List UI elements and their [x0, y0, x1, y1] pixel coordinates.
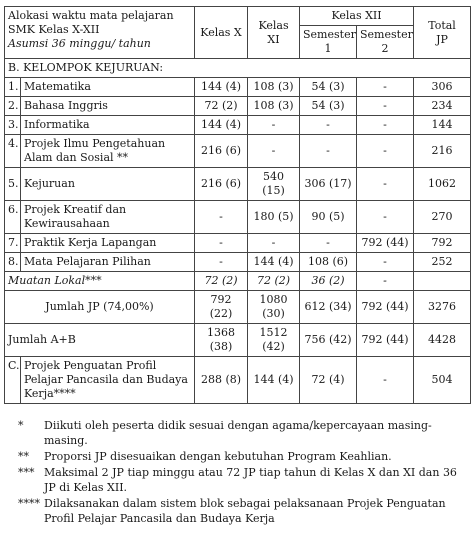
jumlah-jp-name: Jumlah JP (74,00%): [5, 291, 195, 324]
semester-2-value: -: [357, 78, 414, 97]
semester-2-value: 792 (44): [357, 291, 414, 324]
row-number: 7.: [5, 234, 21, 253]
kelas-xi-value: [248, 324, 300, 357]
allocation-table: [4, 6, 471, 404]
header-total-line1: Total: [428, 18, 456, 32]
header-total-jp: [414, 7, 471, 59]
kelas-x-value-line1: 1368: [207, 326, 236, 339]
semester-2-value: -: [357, 168, 414, 201]
section-b-heading: B. KELOMPOK KEJURUAN:: [5, 59, 471, 78]
semester-1-value: 54 (3): [300, 78, 357, 97]
semester-1-value: 306 (17): [300, 168, 357, 201]
total-value: 270: [414, 201, 471, 234]
section-c-name: Projek Penguatan Profil Pelajar Pancasila dan Budaya Kerja****: [21, 357, 195, 404]
header-semester2-line1: Semester: [360, 28, 413, 41]
section-c-row: [5, 357, 471, 404]
footnote: [4, 496, 470, 526]
kelas-x-value: -: [195, 253, 248, 272]
semester-1-value: 108 (6): [300, 253, 357, 272]
table-row: [5, 201, 471, 234]
kelas-x-value: 288 (8): [195, 357, 248, 404]
header-title-line3: Asumsi 36 minggu/ tahun: [8, 37, 151, 50]
table-row: [5, 253, 471, 272]
muatan-lokal-row: [5, 272, 471, 291]
section-c-number: C.: [5, 357, 21, 404]
kelas-xi-value: 144 (4): [248, 357, 300, 404]
row-number: 6.: [5, 201, 21, 234]
semester-2-value: -: [357, 135, 414, 168]
row-number: 4.: [5, 135, 21, 168]
total-value: 504: [414, 357, 471, 404]
header-title-cell: [5, 7, 195, 59]
semester-1-value: 612 (34): [300, 291, 357, 324]
kelas-xi-value: 108 (3): [248, 78, 300, 97]
footnote-text: Proporsi JP disesuaikan dengan kebutuhan Program Keahlian.: [44, 450, 392, 463]
footnote-mark: ****: [18, 497, 40, 510]
footnote-text: Maksimal 2 JP tiap minggu atau 72 JP tiap tahun di Kelas X dan XI dan 36 JP di Kelas XII.: [44, 466, 457, 494]
header-semester2-line2: 2: [381, 42, 389, 55]
table-row: [5, 78, 471, 97]
row-number: 1.: [5, 78, 21, 97]
footnote-text: Dilaksanakan dalam sistem blok sebagai pelaksanaan Projek Penguatan Profil Pelajar Pancasila dan Budaya Kerja: [44, 497, 446, 525]
header-kelas-xi: Kelas XI: [248, 7, 300, 59]
subject-name: Informatika: [21, 116, 195, 135]
row-number: 5.: [5, 168, 21, 201]
kelas-xi-value: -: [248, 116, 300, 135]
header-semester-1: [300, 26, 357, 59]
semester-2-value: -: [357, 253, 414, 272]
semester-1-value: -: [300, 234, 357, 253]
footnote: [4, 418, 470, 448]
kelas-x-value: -: [195, 234, 248, 253]
subject-name: Matematika: [21, 78, 195, 97]
table-row: [5, 234, 471, 253]
kelas-xi-value: 144 (4): [248, 253, 300, 272]
jumlah-ab-row: [5, 324, 471, 357]
total-value: [414, 272, 471, 291]
kelas-xi-value: 180 (5): [248, 201, 300, 234]
row-number: 8.: [5, 253, 21, 272]
kelas-xi-value-line1: 1080: [259, 293, 288, 306]
kelas-x-value: 72 (2): [195, 272, 248, 291]
footnote: [4, 465, 470, 495]
footnotes: [4, 418, 470, 526]
subject-name: Bahasa Inggris: [21, 97, 195, 116]
subject-name: Kejuruan: [21, 168, 195, 201]
table-row: [5, 116, 471, 135]
total-value: 3276: [414, 291, 471, 324]
kelas-xi-value-line1: 1512: [259, 326, 288, 339]
header-semester1-line1: Semester: [303, 28, 356, 41]
header-title-line1: Alokasi waktu mata pelajaran: [8, 9, 174, 22]
table-row: [5, 135, 471, 168]
footnote-mark: ***: [18, 466, 35, 479]
semester-1-value: -: [300, 135, 357, 168]
semester-1-value: 54 (3): [300, 97, 357, 116]
kelas-x-value: 216 (6): [195, 135, 248, 168]
jumlah-ab-name: Jumlah A+B: [5, 324, 195, 357]
subject-name: Projek Kreatif dan Kewirausahaan: [21, 201, 195, 234]
kelas-xi-value: -: [248, 135, 300, 168]
kelas-xi-value: 540 (15): [248, 168, 300, 201]
table-row: [5, 168, 471, 201]
table-row: [5, 97, 471, 116]
total-value: 792: [414, 234, 471, 253]
semester-2-value: -: [357, 201, 414, 234]
kelas-xi-value-line2: (30): [262, 307, 285, 320]
total-value: 1062: [414, 168, 471, 201]
kelas-x-value-line2: (38): [209, 340, 233, 353]
total-value: 234: [414, 97, 471, 116]
kelas-x-value: [195, 324, 248, 357]
header-semester1-line2: 1: [324, 42, 332, 55]
semester-2-value: 792 (44): [357, 324, 414, 357]
footnote-mark: **: [18, 450, 29, 463]
header-semester-2: [357, 26, 414, 59]
semester-1-value: 756 (42): [300, 324, 357, 357]
kelas-x-value: 144 (4): [195, 116, 248, 135]
semester-2-value: -: [357, 272, 414, 291]
semester-2-value: -: [357, 357, 414, 404]
kelas-x-value: 144 (4): [195, 78, 248, 97]
subject-name: Praktik Kerja Lapangan: [21, 234, 195, 253]
header-kelas-xii: Kelas XII: [300, 7, 414, 26]
semester-1-value: -: [300, 116, 357, 135]
kelas-x-value: 216 (6): [195, 168, 248, 201]
total-value: 144: [414, 116, 471, 135]
kelas-xi-value: [248, 291, 300, 324]
footnote-mark: *: [18, 419, 24, 432]
total-value: 216: [414, 135, 471, 168]
header-kelas-x: Kelas X: [195, 7, 248, 59]
header-row-1: [5, 7, 471, 26]
kelas-xi-value: 72 (2): [248, 272, 300, 291]
semester-2-value: -: [357, 97, 414, 116]
footnote-text: Diikuti oleh peserta didik sesuai dengan agama/kepercayaan masing-masing.: [44, 419, 432, 447]
kelas-xi-value: -: [248, 234, 300, 253]
semester-1-value: 72 (4): [300, 357, 357, 404]
kelas-x-value: -: [195, 201, 248, 234]
section-b-row: [5, 59, 471, 78]
header-total-line2: JP: [436, 32, 448, 46]
muatan-lokal-name: Muatan Lokal***: [5, 272, 195, 291]
semester-1-value: 36 (2): [300, 272, 357, 291]
semester-2-value: -: [357, 116, 414, 135]
kelas-xi-value: 108 (3): [248, 97, 300, 116]
total-value: 252: [414, 253, 471, 272]
footnote: [4, 449, 470, 464]
total-value: 4428: [414, 324, 471, 357]
row-number: 3.: [5, 116, 21, 135]
kelas-x-value: 792 (22): [195, 291, 248, 324]
total-value: 306: [414, 78, 471, 97]
kelas-x-value: 72 (2): [195, 97, 248, 116]
row-number: 2.: [5, 97, 21, 116]
subject-name: Projek Ilmu Pengetahuan Alam dan Sosial **: [21, 135, 195, 168]
jumlah-jp-row: [5, 291, 471, 324]
header-title-line2: SMK Kelas X-XII: [8, 23, 100, 36]
semester-2-value: 792 (44): [357, 234, 414, 253]
semester-1-value: 90 (5): [300, 201, 357, 234]
kelas-xi-value-line2: (42): [262, 340, 285, 353]
subject-name: Mata Pelajaran Pilihan: [21, 253, 195, 272]
